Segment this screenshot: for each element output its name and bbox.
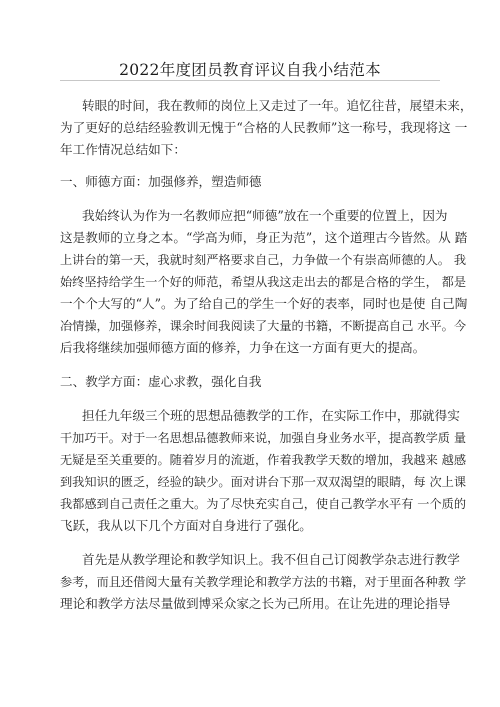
body-line: 首先是从教学理论和教学知识上。我不但自己订阅教学杂志进行教学	[82, 552, 460, 567]
body-line: 飞跃，我从以下几个方面对自身进行了强化。	[60, 518, 312, 533]
intro-line: 年工作情况总结如下：	[60, 142, 186, 157]
document-title: 2022年度团员教育评议自我小结范本	[119, 61, 381, 79]
intro-line: 转眼的时间，我在教师的岗位上又走过了一年。追忆往昔，展望未来，	[82, 98, 473, 113]
body-line: 始终坚持给学生一个好的师范，希望从我这走出去的都是合格的学生， 都是	[60, 275, 467, 289]
body-line: 后我将继续加强师德方面的修养，力争在这一方面有更大的提高。	[60, 340, 426, 355]
section-heading-teaching: 二、教学方面：虚心求教，强化自我	[60, 374, 262, 389]
body-line: 理论和教学方法尽量做到博采众家之长为己所用。在让先进的理论指导	[60, 596, 451, 611]
title-divider	[60, 80, 440, 81]
intro-line: 为了更好的总结经验教训无愧于“合格的人民教师”这一称号，我现将这 一	[60, 120, 468, 135]
body-line: 担任九年级三个班的思想品德教学的工作，在实际工作中，那就得实	[82, 408, 460, 423]
body-line: 我都感到自己责任之重大。为了尽快充实自己，使自己教学水平有 一个质的	[60, 497, 467, 511]
body-line: 冶情操，加强修养，课余时间我阅读了大量的书籍，不断提高自己 水平。今	[60, 319, 467, 333]
body-line: 干加巧干。对于一名思想品德教师来说，加强自身业务水平，提高教学质 量	[60, 431, 467, 445]
body-line: 这是教师的立身之本。“学高为师，身正为范”，这个道理古今皆然。从 踏	[60, 230, 468, 245]
body-line: 上讲台的第一天，我就时刻严格要求自己，力争做一个有崇高师德的人。 我	[60, 253, 467, 267]
section-heading-ethics: 一、师德方面：加强修养，塑造师德	[60, 174, 262, 189]
body-line: 到我知识的匮乏，经验的缺少。面对讲台下那一双双渴望的眼睛，每 次上课	[60, 475, 467, 489]
body-line: 一个个大写的“人”。为了给自己的学生一个好的表率，同时也是使 自己陶	[60, 296, 468, 311]
body-line: 我始终认为作为一名教师应把“师德”放在一个重要的位置上，因为	[82, 208, 448, 223]
body-line: 参考，而且还借阅大量有关教学理论和教学方法的书籍，对于里面各种教 学	[60, 575, 467, 589]
body-line: 无疑是至关重要的。随着岁月的流逝，作着我教学天数的增加，我越来 越感	[60, 453, 467, 467]
